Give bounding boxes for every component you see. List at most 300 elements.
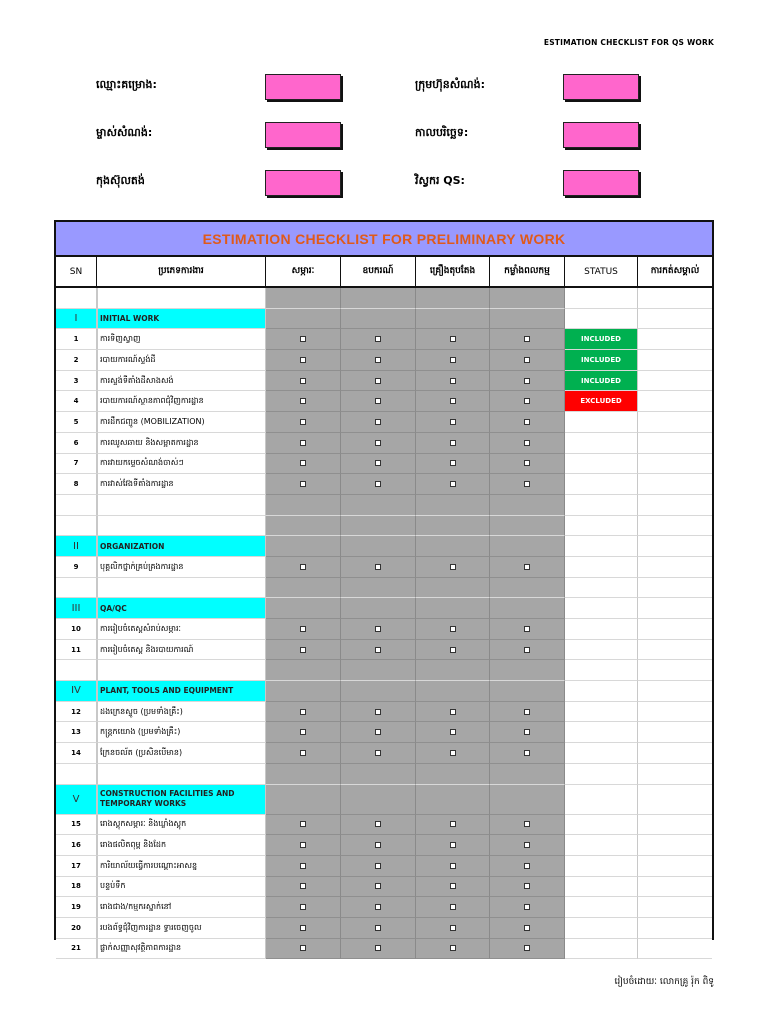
material-checkbox[interactable] xyxy=(300,750,306,756)
remark-cell[interactable] xyxy=(638,454,712,475)
material-checkbox[interactable] xyxy=(300,925,306,931)
equipment-cell xyxy=(341,433,416,454)
status-cell[interactable] xyxy=(565,856,638,877)
finishing-cell xyxy=(416,350,490,371)
status-cell[interactable] xyxy=(565,391,638,412)
row-sn: 4 xyxy=(56,391,97,412)
finishing-cell xyxy=(416,598,490,619)
table-row xyxy=(56,939,712,960)
status-cell[interactable] xyxy=(565,918,638,939)
equipment-checkbox[interactable] xyxy=(375,460,381,466)
status-cell[interactable] xyxy=(565,939,638,960)
labor-cell xyxy=(490,557,565,578)
labor-cell xyxy=(490,329,565,350)
material-cell xyxy=(266,640,341,661)
remark-cell[interactable] xyxy=(638,702,712,723)
remark-cell[interactable] xyxy=(638,640,712,661)
table-row xyxy=(56,722,712,743)
finishing-checkbox[interactable] xyxy=(450,863,456,869)
equipment-checkbox[interactable] xyxy=(375,821,381,827)
material-checkbox[interactable] xyxy=(300,460,306,466)
table-header xyxy=(56,257,712,288)
labor-checkbox[interactable] xyxy=(524,647,530,653)
finishing-checkbox[interactable] xyxy=(450,481,456,487)
labor-cell xyxy=(490,371,565,392)
material-checkbox[interactable] xyxy=(300,626,306,632)
labor-checkbox[interactable] xyxy=(524,378,530,384)
material-cell xyxy=(266,897,341,918)
row-description xyxy=(97,578,266,599)
spacer-row xyxy=(56,516,712,537)
remark-cell[interactable] xyxy=(638,412,712,433)
remark-cell[interactable] xyxy=(638,743,712,764)
finishing-checkbox[interactable] xyxy=(450,904,456,910)
finishing-cell xyxy=(416,835,490,856)
labor-cell xyxy=(490,764,565,785)
remark-cell[interactable] xyxy=(638,897,712,918)
equipment-checkbox[interactable] xyxy=(375,336,381,342)
finishing-cell xyxy=(416,495,490,516)
material-checkbox[interactable] xyxy=(300,883,306,889)
labor-cell xyxy=(490,939,565,960)
row-sn: 17 xyxy=(56,856,97,877)
equipment-cell xyxy=(341,660,416,681)
material-cell xyxy=(266,856,341,877)
equipment-checkbox[interactable] xyxy=(375,647,381,653)
table-row xyxy=(56,640,712,661)
equipment-checkbox[interactable] xyxy=(375,925,381,931)
finishing-checkbox[interactable] xyxy=(450,883,456,889)
finishing-cell xyxy=(416,516,490,537)
finishing-checkbox[interactable] xyxy=(450,729,456,735)
remark-cell[interactable] xyxy=(638,371,712,392)
equipment-checkbox[interactable] xyxy=(375,750,381,756)
status-cell[interactable] xyxy=(565,619,638,640)
material-checkbox[interactable] xyxy=(300,440,306,446)
equipment-cell xyxy=(341,454,416,475)
consultant-label: កុងស៊ុលតង់ xyxy=(96,174,145,187)
status-cell[interactable] xyxy=(565,722,638,743)
status-cell[interactable] xyxy=(565,877,638,898)
finishing-cell xyxy=(416,640,490,661)
labor-checkbox[interactable] xyxy=(524,460,530,466)
status-cell[interactable] xyxy=(565,454,638,475)
equipment-checkbox[interactable] xyxy=(375,842,381,848)
finishing-checkbox[interactable] xyxy=(450,647,456,653)
labor-cell xyxy=(490,918,565,939)
finishing-checkbox[interactable] xyxy=(450,460,456,466)
material-cell xyxy=(266,939,341,960)
equipment-cell xyxy=(341,764,416,785)
row-description: ផ្លាក់សញ្ញាសុវត្ថិភាពការដ្ឋាន xyxy=(97,939,266,960)
labor-cell xyxy=(490,619,565,640)
labor-checkbox[interactable] xyxy=(524,821,530,827)
labor-cell xyxy=(490,640,565,661)
remark-cell[interactable] xyxy=(638,433,712,454)
row-description: INITIAL WORK xyxy=(97,309,266,330)
project-name-field[interactable] xyxy=(265,74,341,100)
status-cell[interactable] xyxy=(565,897,638,918)
row-sn: 15 xyxy=(56,815,97,836)
labor-checkbox[interactable] xyxy=(524,863,530,869)
spacer-row xyxy=(56,764,712,785)
material-cell xyxy=(266,578,341,599)
labor-cell xyxy=(490,536,565,557)
remark-cell[interactable] xyxy=(638,722,712,743)
status-cell xyxy=(565,578,638,599)
row-description: ការិយាល័យធ្វើការបណ្តោះអាសន្ន xyxy=(97,856,266,877)
labor-checkbox[interactable] xyxy=(524,945,530,951)
finishing-cell xyxy=(416,743,490,764)
finishing-checkbox[interactable] xyxy=(450,564,456,570)
material-checkbox[interactable] xyxy=(300,419,306,425)
labor-cell xyxy=(490,454,565,475)
remark-cell[interactable] xyxy=(638,350,712,371)
row-sn: 19 xyxy=(56,897,97,918)
finishing-checkbox[interactable] xyxy=(450,750,456,756)
table-row xyxy=(56,391,712,412)
finishing-checkbox[interactable] xyxy=(450,398,456,404)
header-description: ប្រភេទការងារ xyxy=(97,257,266,286)
equipment-checkbox[interactable] xyxy=(375,378,381,384)
material-checkbox[interactable] xyxy=(300,709,306,715)
status-cell xyxy=(565,516,638,537)
material-checkbox[interactable] xyxy=(300,821,306,827)
table-row xyxy=(56,433,712,454)
finishing-checkbox[interactable] xyxy=(450,419,456,425)
material-cell xyxy=(266,785,341,815)
material-cell xyxy=(266,412,341,433)
finishing-cell xyxy=(416,785,490,815)
status-cell[interactable] xyxy=(565,474,638,495)
labor-cell xyxy=(490,495,565,516)
status-cell xyxy=(565,598,638,619)
row-description: របាយការណ៍ស្ទង់ដី xyxy=(97,350,266,371)
row-sn: II xyxy=(56,536,97,557)
labor-checkbox[interactable] xyxy=(524,564,530,570)
row-sn xyxy=(56,764,97,785)
labor-cell xyxy=(490,702,565,723)
material-cell xyxy=(266,371,341,392)
material-cell xyxy=(266,454,341,475)
finishing-checkbox[interactable] xyxy=(450,925,456,931)
labor-checkbox[interactable] xyxy=(524,750,530,756)
remark-cell xyxy=(638,516,712,537)
row-description xyxy=(97,660,266,681)
material-cell xyxy=(266,877,341,898)
finishing-checkbox[interactable] xyxy=(450,440,456,446)
labor-checkbox[interactable] xyxy=(524,904,530,910)
remark-cell[interactable] xyxy=(638,835,712,856)
labor-checkbox[interactable] xyxy=(524,419,530,425)
labor-cell xyxy=(490,309,565,330)
equipment-checkbox[interactable] xyxy=(375,709,381,715)
table-row xyxy=(56,835,712,856)
status-badge: INCLUDED xyxy=(565,371,637,391)
date-label: កាលបរិច្ឆេទ: xyxy=(415,126,469,139)
remark-cell[interactable] xyxy=(638,391,712,412)
equipment-checkbox[interactable] xyxy=(375,564,381,570)
material-cell xyxy=(266,474,341,495)
labor-cell xyxy=(490,350,565,371)
material-checkbox[interactable] xyxy=(300,863,306,869)
status-cell[interactable] xyxy=(565,329,638,350)
status-cell[interactable] xyxy=(565,350,638,371)
material-cell xyxy=(266,815,341,836)
equipment-checkbox[interactable] xyxy=(375,729,381,735)
spacer-row xyxy=(56,578,712,599)
equipment-cell xyxy=(341,835,416,856)
equipment-checkbox[interactable] xyxy=(375,883,381,889)
table-row xyxy=(56,371,712,392)
labor-cell xyxy=(490,877,565,898)
labor-checkbox[interactable] xyxy=(524,709,530,715)
labor-checkbox[interactable] xyxy=(524,481,530,487)
labor-checkbox[interactable] xyxy=(524,729,530,735)
equipment-cell xyxy=(341,495,416,516)
equipment-cell xyxy=(341,856,416,877)
row-description: ការដឹកជញ្ជូន (MOBILIZATION) xyxy=(97,412,266,433)
finishing-cell xyxy=(416,660,490,681)
labor-cell xyxy=(490,785,565,815)
equipment-checkbox[interactable] xyxy=(375,904,381,910)
status-cell[interactable] xyxy=(565,640,638,661)
equipment-cell xyxy=(341,598,416,619)
remark-cell xyxy=(638,578,712,599)
finishing-checkbox[interactable] xyxy=(450,626,456,632)
labor-cell xyxy=(490,681,565,702)
labor-cell xyxy=(490,856,565,877)
consultant-field[interactable] xyxy=(265,170,341,196)
status-cell xyxy=(565,495,638,516)
labor-cell xyxy=(490,722,565,743)
material-cell xyxy=(266,309,341,330)
row-description: ដងក្រេនស្ទូច (ប្រមទាំងគ្រឹះ) xyxy=(97,702,266,723)
row-description: PLANT, TOOLS AND EQUIPMENT xyxy=(97,681,266,702)
finishing-cell xyxy=(416,557,490,578)
qs-engineer-field[interactable] xyxy=(563,170,639,196)
status-cell[interactable] xyxy=(565,702,638,723)
material-cell xyxy=(266,835,341,856)
row-description: របងព័ទ្ធជុំវិញការដ្ឋាន ទ្វារចេញចូល xyxy=(97,918,266,939)
row-description: រោងជាង/កម្មករស្នាក់នៅ xyxy=(97,897,266,918)
project-name-label: ឈ្មោះគម្រោង: xyxy=(96,78,157,91)
material-cell xyxy=(266,288,341,309)
row-sn: I xyxy=(56,309,97,330)
equipment-cell xyxy=(341,412,416,433)
equipment-checkbox[interactable] xyxy=(375,419,381,425)
finishing-checkbox[interactable] xyxy=(450,378,456,384)
material-checkbox[interactable] xyxy=(300,842,306,848)
material-checkbox[interactable] xyxy=(300,564,306,570)
material-cell xyxy=(266,702,341,723)
row-description: ការរៀបចំតេស្ត និងរបាយការណ៍ xyxy=(97,640,266,661)
labor-cell xyxy=(490,743,565,764)
row-sn: 6 xyxy=(56,433,97,454)
equipment-cell xyxy=(341,516,416,537)
material-checkbox[interactable] xyxy=(300,378,306,384)
table-row xyxy=(56,454,712,475)
row-sn xyxy=(56,495,97,516)
remark-cell xyxy=(638,764,712,785)
material-cell xyxy=(266,918,341,939)
equipment-checkbox[interactable] xyxy=(375,440,381,446)
material-checkbox[interactable] xyxy=(300,729,306,735)
table-body xyxy=(56,288,712,959)
finishing-checkbox[interactable] xyxy=(450,945,456,951)
equipment-checkbox[interactable] xyxy=(375,357,381,363)
labor-cell xyxy=(490,391,565,412)
remark-cell[interactable] xyxy=(638,329,712,350)
status-cell[interactable] xyxy=(565,412,638,433)
status-cell[interactable] xyxy=(565,815,638,836)
labor-checkbox[interactable] xyxy=(524,336,530,342)
remark-cell xyxy=(638,495,712,516)
material-cell xyxy=(266,516,341,537)
labor-checkbox[interactable] xyxy=(524,398,530,404)
labor-cell xyxy=(490,815,565,836)
finishing-checkbox[interactable] xyxy=(450,336,456,342)
labor-cell xyxy=(490,598,565,619)
status-cell xyxy=(565,681,638,702)
material-cell xyxy=(266,598,341,619)
finishing-checkbox[interactable] xyxy=(450,357,456,363)
material-checkbox[interactable] xyxy=(300,904,306,910)
status-cell[interactable] xyxy=(565,743,638,764)
material-checkbox[interactable] xyxy=(300,481,306,487)
material-checkbox[interactable] xyxy=(300,336,306,342)
finishing-cell xyxy=(416,897,490,918)
section-row xyxy=(56,681,712,702)
row-sn: 5 xyxy=(56,412,97,433)
equipment-cell xyxy=(341,391,416,412)
table-row xyxy=(56,412,712,433)
labor-cell xyxy=(490,516,565,537)
labor-checkbox[interactable] xyxy=(524,440,530,446)
remark-cell[interactable] xyxy=(638,557,712,578)
status-cell[interactable] xyxy=(565,433,638,454)
row-sn: 16 xyxy=(56,835,97,856)
labor-checkbox[interactable] xyxy=(524,842,530,848)
status-cell xyxy=(565,764,638,785)
section-row xyxy=(56,309,712,330)
material-cell xyxy=(266,536,341,557)
finishing-cell xyxy=(416,702,490,723)
company-label: ក្រុមហ៊ុនសំណង់: xyxy=(415,78,485,91)
row-description xyxy=(97,764,266,785)
labor-checkbox[interactable] xyxy=(524,883,530,889)
equipment-checkbox[interactable] xyxy=(375,398,381,404)
material-cell xyxy=(266,743,341,764)
row-description: CONSTRUCTION FACILITIES AND TEMPORARY WORKS xyxy=(97,785,266,815)
row-sn xyxy=(56,288,97,309)
labor-cell xyxy=(490,835,565,856)
spacer-row xyxy=(56,660,712,681)
finishing-cell xyxy=(416,309,490,330)
header-finishing: គ្រឿងតុបតែង xyxy=(416,257,490,286)
equipment-cell xyxy=(341,619,416,640)
finishing-cell xyxy=(416,371,490,392)
equipment-cell xyxy=(341,939,416,960)
equipment-cell xyxy=(341,350,416,371)
material-checkbox[interactable] xyxy=(300,945,306,951)
equipment-cell xyxy=(341,877,416,898)
labor-checkbox[interactable] xyxy=(524,357,530,363)
equipment-checkbox[interactable] xyxy=(375,863,381,869)
finishing-cell xyxy=(416,877,490,898)
finishing-cell xyxy=(416,578,490,599)
equipment-cell xyxy=(341,702,416,723)
equipment-checkbox[interactable] xyxy=(375,481,381,487)
material-cell xyxy=(266,391,341,412)
row-description xyxy=(97,288,266,309)
remark-cell xyxy=(638,288,712,309)
status-badge: INCLUDED xyxy=(565,329,637,349)
status-badge: EXCLUDED xyxy=(565,391,637,411)
remark-cell xyxy=(638,536,712,557)
material-checkbox[interactable] xyxy=(300,647,306,653)
row-description: រោងផលិតពុម្ព និងដែក xyxy=(97,835,266,856)
labor-checkbox[interactable] xyxy=(524,626,530,632)
date-field[interactable] xyxy=(563,122,639,148)
material-checkbox[interactable] xyxy=(300,357,306,363)
table-row xyxy=(56,702,712,723)
remark-cell[interactable] xyxy=(638,815,712,836)
equipment-cell xyxy=(341,722,416,743)
material-cell xyxy=(266,495,341,516)
remark-cell[interactable] xyxy=(638,474,712,495)
table-row xyxy=(56,350,712,371)
status-cell xyxy=(565,309,638,330)
equipment-checkbox[interactable] xyxy=(375,626,381,632)
header-status: STATUS xyxy=(565,257,638,286)
finishing-checkbox[interactable] xyxy=(450,821,456,827)
finishing-checkbox[interactable] xyxy=(450,709,456,715)
owner-field[interactable] xyxy=(265,122,341,148)
remark-cell[interactable] xyxy=(638,939,712,960)
remark-cell[interactable] xyxy=(638,856,712,877)
equipment-cell xyxy=(341,329,416,350)
status-cell[interactable] xyxy=(565,371,638,392)
status-cell[interactable] xyxy=(565,557,638,578)
row-description: ការឈូសឆាយ និងសម្អាតការដ្ឋាន xyxy=(97,433,266,454)
status-cell xyxy=(565,536,638,557)
equipment-checkbox[interactable] xyxy=(375,945,381,951)
remark-cell[interactable] xyxy=(638,918,712,939)
remark-cell[interactable] xyxy=(638,619,712,640)
owner-label: ម្ចាស់សំណង់: xyxy=(96,126,153,139)
status-cell[interactable] xyxy=(565,835,638,856)
finishing-cell xyxy=(416,815,490,836)
remark-cell xyxy=(638,598,712,619)
company-field[interactable] xyxy=(563,74,639,100)
material-cell xyxy=(266,329,341,350)
equipment-cell xyxy=(341,557,416,578)
finishing-checkbox[interactable] xyxy=(450,842,456,848)
equipment-cell xyxy=(341,309,416,330)
table-row xyxy=(56,918,712,939)
status-cell xyxy=(565,288,638,309)
table-row xyxy=(56,897,712,918)
equipment-cell xyxy=(341,640,416,661)
labor-checkbox[interactable] xyxy=(524,925,530,931)
remark-cell[interactable] xyxy=(638,877,712,898)
labor-cell xyxy=(490,433,565,454)
material-cell xyxy=(266,350,341,371)
row-description: ORGANIZATION xyxy=(97,536,266,557)
row-sn: 11 xyxy=(56,640,97,661)
material-checkbox[interactable] xyxy=(300,398,306,404)
